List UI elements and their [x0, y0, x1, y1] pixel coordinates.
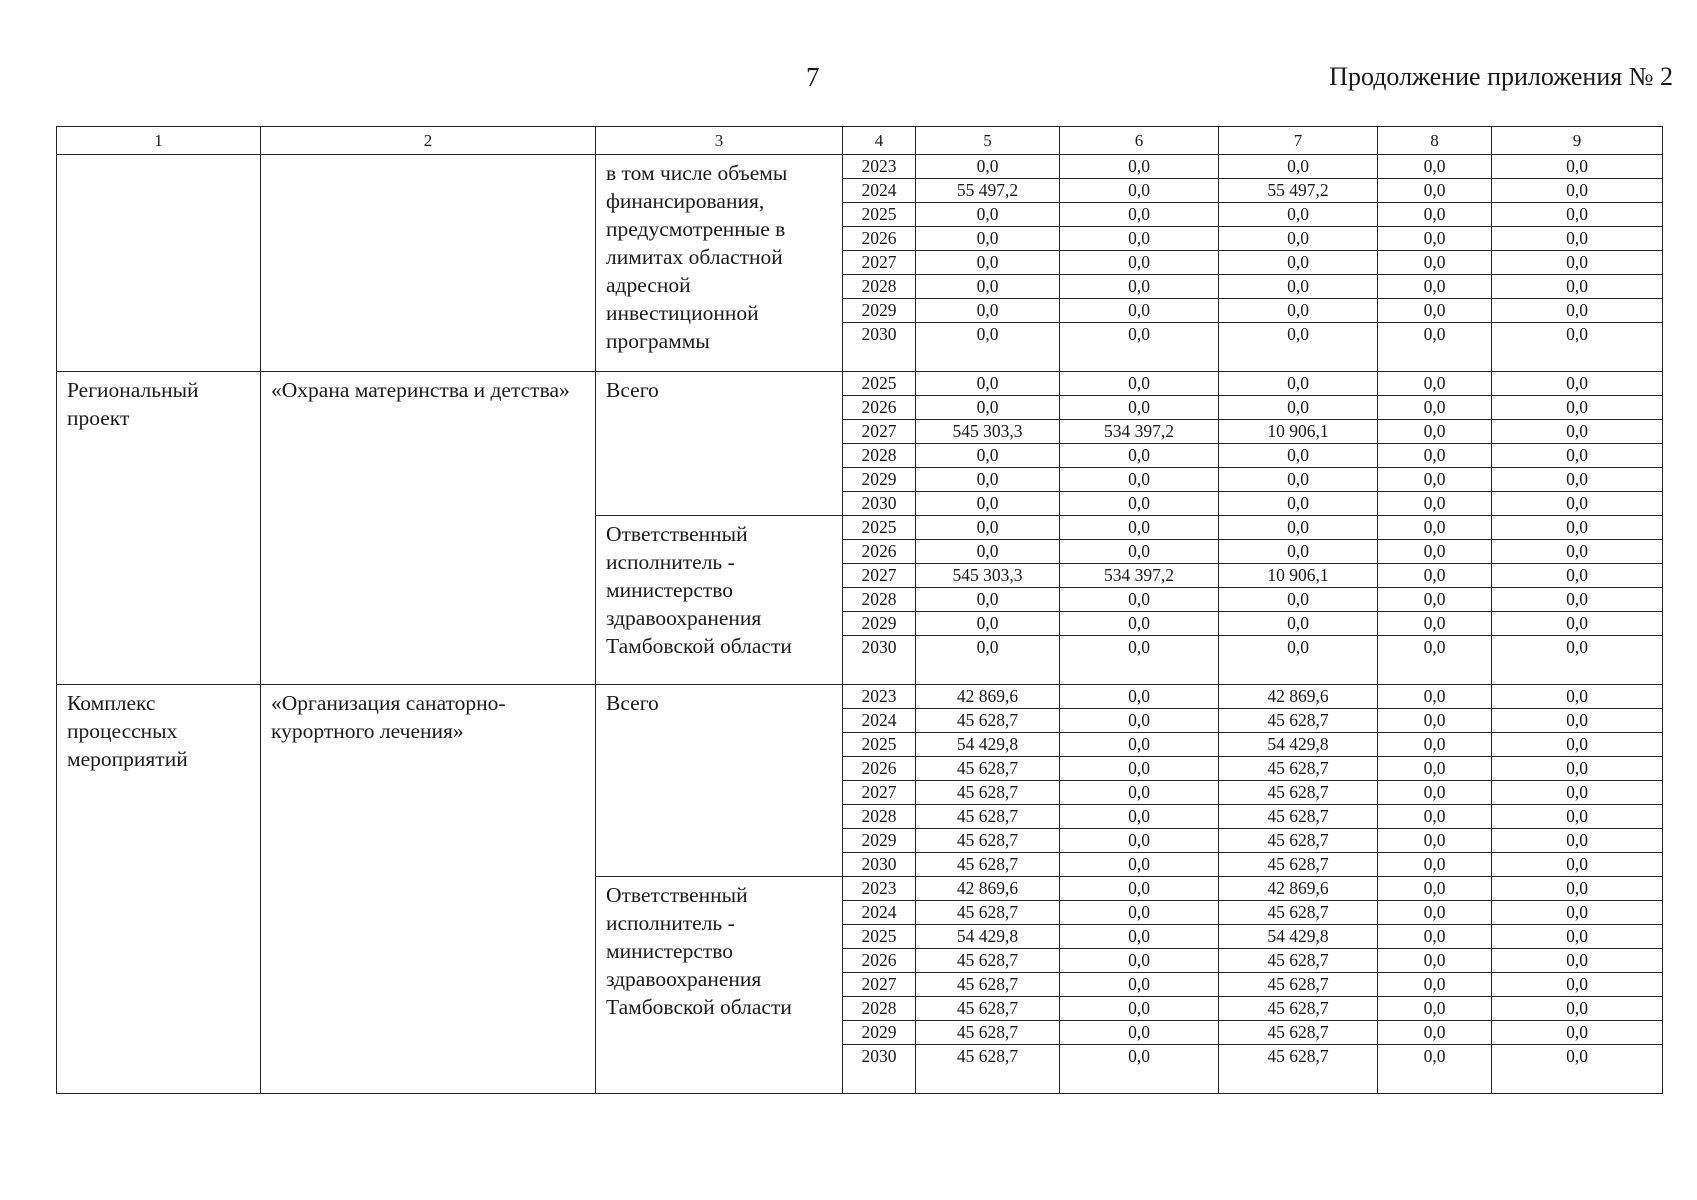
column-header-7: 7 — [1219, 127, 1378, 155]
amount-cell-col7: 0,0 — [1219, 275, 1378, 299]
amount-cell-col5: 54 429,8 — [916, 925, 1060, 949]
amount-cell-col5: 45 628,7 — [916, 1021, 1060, 1045]
amount-cell-col8: 0,0 — [1378, 1045, 1492, 1094]
column-header-4: 4 — [843, 127, 916, 155]
year-cell: 2025 — [843, 516, 916, 540]
amount-cell-col8: 0,0 — [1378, 997, 1492, 1021]
amount-cell-col9: 0,0 — [1492, 564, 1663, 588]
amount-cell-col9: 0,0 — [1492, 396, 1663, 420]
amount-cell-col6: 0,0 — [1060, 685, 1219, 709]
column-header-9: 9 — [1492, 127, 1663, 155]
amount-cell-col7: 45 628,7 — [1219, 949, 1378, 973]
amount-cell-col8: 0,0 — [1378, 251, 1492, 275]
year-cell: 2023 — [843, 877, 916, 901]
column-header-8: 8 — [1378, 127, 1492, 155]
amount-cell-col5: 0,0 — [916, 227, 1060, 251]
amount-cell-col7: 45 628,7 — [1219, 1021, 1378, 1045]
amount-cell-col6: 0,0 — [1060, 396, 1219, 420]
section-type-cell: Региональный проект — [57, 372, 261, 685]
amount-cell-col7: 0,0 — [1219, 299, 1378, 323]
amount-cell-col8: 0,0 — [1378, 877, 1492, 901]
amount-cell-col5: 45 628,7 — [916, 853, 1060, 877]
amount-cell-col5: 0,0 — [916, 516, 1060, 540]
amount-cell-col8: 0,0 — [1378, 299, 1492, 323]
funding-group-label: в том числе объемы финансирования, предусмотренные в лимитах областной адресной инвестиционной программы — [596, 155, 843, 372]
amount-cell-col7: 45 628,7 — [1219, 781, 1378, 805]
amount-cell-col7: 0,0 — [1219, 323, 1378, 372]
amount-cell-col7: 42 869,6 — [1219, 877, 1378, 901]
year-cell: 2025 — [843, 925, 916, 949]
amount-cell-col6: 0,0 — [1060, 372, 1219, 396]
year-cell: 2030 — [843, 1045, 916, 1094]
page-number: 7 — [806, 62, 820, 92]
amount-cell-col6: 0,0 — [1060, 275, 1219, 299]
amount-cell-col6: 0,0 — [1060, 179, 1219, 203]
amount-cell-col6: 0,0 — [1060, 901, 1219, 925]
amount-cell-col7: 0,0 — [1219, 251, 1378, 275]
amount-cell-col6: 0,0 — [1060, 733, 1219, 757]
year-cell: 2024 — [843, 901, 916, 925]
amount-cell-col5: 0,0 — [916, 540, 1060, 564]
amount-cell-col6: 0,0 — [1060, 299, 1219, 323]
year-cell: 2023 — [843, 155, 916, 179]
amount-cell-col7: 10 906,1 — [1219, 420, 1378, 444]
amount-cell-col6: 0,0 — [1060, 709, 1219, 733]
year-cell: 2029 — [843, 1021, 916, 1045]
year-cell: 2026 — [843, 396, 916, 420]
amount-cell-col8: 0,0 — [1378, 588, 1492, 612]
amount-cell-col6: 0,0 — [1060, 203, 1219, 227]
amount-cell-col7: 45 628,7 — [1219, 709, 1378, 733]
amount-cell-col6: 0,0 — [1060, 853, 1219, 877]
amount-cell-col8: 0,0 — [1378, 973, 1492, 997]
amount-cell-col7: 0,0 — [1219, 516, 1378, 540]
amount-cell-col5: 545 303,3 — [916, 564, 1060, 588]
amount-cell-col7: 0,0 — [1219, 588, 1378, 612]
amount-cell-col9: 0,0 — [1492, 492, 1663, 516]
amount-cell-col5: 42 869,6 — [916, 685, 1060, 709]
amount-cell-col6: 0,0 — [1060, 636, 1219, 685]
amount-cell-col9: 0,0 — [1492, 853, 1663, 877]
amount-cell-col6: 0,0 — [1060, 973, 1219, 997]
year-cell: 2026 — [843, 949, 916, 973]
amount-cell-col5: 42 869,6 — [916, 877, 1060, 901]
amount-cell-col6: 0,0 — [1060, 805, 1219, 829]
amount-cell-col7: 10 906,1 — [1219, 564, 1378, 588]
amount-cell-col8: 0,0 — [1378, 492, 1492, 516]
amount-cell-col8: 0,0 — [1378, 925, 1492, 949]
amount-cell-col6: 0,0 — [1060, 757, 1219, 781]
amount-cell-col7: 54 429,8 — [1219, 925, 1378, 949]
amount-cell-col8: 0,0 — [1378, 179, 1492, 203]
amount-cell-col8: 0,0 — [1378, 709, 1492, 733]
amount-cell-col5: 55 497,2 — [916, 179, 1060, 203]
amount-cell-col8: 0,0 — [1378, 396, 1492, 420]
amount-cell-col7: 0,0 — [1219, 372, 1378, 396]
amount-cell-col9: 0,0 — [1492, 733, 1663, 757]
amount-cell-col9: 0,0 — [1492, 612, 1663, 636]
year-cell: 2025 — [843, 733, 916, 757]
amount-cell-col6: 534 397,2 — [1060, 420, 1219, 444]
year-cell: 2028 — [843, 444, 916, 468]
funding-group-label: Ответственный исполнитель - министерство здравоохранения Тамбовской области — [596, 516, 843, 685]
amount-cell-col5: 0,0 — [916, 372, 1060, 396]
year-cell: 2025 — [843, 203, 916, 227]
amount-cell-col6: 0,0 — [1060, 251, 1219, 275]
amount-cell-col5: 0,0 — [916, 468, 1060, 492]
amount-cell-col5: 0,0 — [916, 588, 1060, 612]
year-cell: 2026 — [843, 540, 916, 564]
column-header-6: 6 — [1060, 127, 1219, 155]
amount-cell-col9: 0,0 — [1492, 925, 1663, 949]
column-header-2: 2 — [261, 127, 596, 155]
amount-cell-col7: 42 869,6 — [1219, 685, 1378, 709]
amount-cell-col5: 0,0 — [916, 612, 1060, 636]
amount-cell-col9: 0,0 — [1492, 636, 1663, 685]
amount-cell-col7: 0,0 — [1219, 636, 1378, 685]
amount-cell-col6: 0,0 — [1060, 540, 1219, 564]
section-type-cell — [57, 155, 261, 372]
section-name-cell — [261, 155, 596, 372]
funding-group-label: Всего — [596, 685, 843, 877]
amount-cell-col8: 0,0 — [1378, 636, 1492, 685]
year-cell: 2027 — [843, 973, 916, 997]
amount-cell-col6: 0,0 — [1060, 155, 1219, 179]
amount-cell-col5: 0,0 — [916, 323, 1060, 372]
amount-cell-col9: 0,0 — [1492, 444, 1663, 468]
amount-cell-col6: 0,0 — [1060, 227, 1219, 251]
year-cell: 2029 — [843, 468, 916, 492]
year-cell: 2029 — [843, 829, 916, 853]
year-cell: 2024 — [843, 179, 916, 203]
amount-cell-col7: 54 429,8 — [1219, 733, 1378, 757]
amount-cell-col8: 0,0 — [1378, 275, 1492, 299]
amount-cell-col6: 0,0 — [1060, 1021, 1219, 1045]
year-cell: 2027 — [843, 564, 916, 588]
amount-cell-col8: 0,0 — [1378, 949, 1492, 973]
amount-cell-col7: 0,0 — [1219, 468, 1378, 492]
amount-cell-col5: 0,0 — [916, 444, 1060, 468]
amount-cell-col9: 0,0 — [1492, 420, 1663, 444]
header-row — [57, 127, 1663, 155]
amount-cell-col9: 0,0 — [1492, 251, 1663, 275]
amount-cell-col7: 0,0 — [1219, 612, 1378, 636]
amount-cell-col7: 45 628,7 — [1219, 973, 1378, 997]
amount-cell-col7: 45 628,7 — [1219, 757, 1378, 781]
amount-cell-col5: 0,0 — [916, 251, 1060, 275]
amount-cell-col9: 0,0 — [1492, 901, 1663, 925]
amount-cell-col9: 0,0 — [1492, 709, 1663, 733]
amount-cell-col9: 0,0 — [1492, 829, 1663, 853]
amount-cell-col8: 0,0 — [1378, 444, 1492, 468]
amount-cell-col6: 0,0 — [1060, 492, 1219, 516]
amount-cell-col5: 45 628,7 — [916, 973, 1060, 997]
amount-cell-col9: 0,0 — [1492, 323, 1663, 372]
section-name-cell: «Организация санаторно-курортного лечения» — [261, 685, 596, 1094]
amount-cell-col8: 0,0 — [1378, 564, 1492, 588]
amount-cell-col9: 0,0 — [1492, 757, 1663, 781]
year-cell: 2027 — [843, 251, 916, 275]
funding-group-label: Всего — [596, 372, 843, 516]
amount-cell-col5: 0,0 — [916, 275, 1060, 299]
amount-cell-col7: 0,0 — [1219, 492, 1378, 516]
financing-table — [56, 126, 1663, 1094]
year-cell: 2025 — [843, 372, 916, 396]
amount-cell-col5: 0,0 — [916, 299, 1060, 323]
amount-cell-col8: 0,0 — [1378, 685, 1492, 709]
amount-cell-col5: 45 628,7 — [916, 997, 1060, 1021]
amount-cell-col7: 0,0 — [1219, 444, 1378, 468]
table-row — [57, 155, 1663, 179]
appendix-title: Продолжение приложения № 2 — [1329, 62, 1673, 91]
amount-cell-col8: 0,0 — [1378, 853, 1492, 877]
amount-cell-col8: 0,0 — [1378, 227, 1492, 251]
section-name-cell: «Охрана материнства и детства» — [261, 372, 596, 685]
amount-cell-col9: 0,0 — [1492, 155, 1663, 179]
table-header — [57, 127, 1663, 155]
amount-cell-col9: 0,0 — [1492, 588, 1663, 612]
amount-cell-col9: 0,0 — [1492, 275, 1663, 299]
amount-cell-col6: 534 397,2 — [1060, 564, 1219, 588]
amount-cell-col7: 0,0 — [1219, 203, 1378, 227]
amount-cell-col9: 0,0 — [1492, 227, 1663, 251]
amount-cell-col9: 0,0 — [1492, 299, 1663, 323]
amount-cell-col7: 55 497,2 — [1219, 179, 1378, 203]
table-body — [57, 155, 1663, 1094]
amount-cell-col9: 0,0 — [1492, 516, 1663, 540]
amount-cell-col9: 0,0 — [1492, 1021, 1663, 1045]
amount-cell-col9: 0,0 — [1492, 179, 1663, 203]
amount-cell-col5: 0,0 — [916, 636, 1060, 685]
amount-cell-col8: 0,0 — [1378, 757, 1492, 781]
year-cell: 2029 — [843, 612, 916, 636]
year-cell: 2028 — [843, 805, 916, 829]
year-cell: 2030 — [843, 853, 916, 877]
amount-cell-col6: 0,0 — [1060, 781, 1219, 805]
year-cell: 2027 — [843, 781, 916, 805]
column-header-3: 3 — [596, 127, 843, 155]
amount-cell-col5: 45 628,7 — [916, 1045, 1060, 1094]
table-row — [57, 685, 1663, 709]
year-cell: 2024 — [843, 709, 916, 733]
amount-cell-col8: 0,0 — [1378, 901, 1492, 925]
year-cell: 2026 — [843, 227, 916, 251]
funding-group-label: Ответственный исполнитель - министерство здравоохранения Тамбовской области — [596, 877, 843, 1094]
amount-cell-col8: 0,0 — [1378, 420, 1492, 444]
amount-cell-col6: 0,0 — [1060, 444, 1219, 468]
amount-cell-col9: 0,0 — [1492, 540, 1663, 564]
amount-cell-col5: 0,0 — [916, 155, 1060, 179]
column-header-5: 5 — [916, 127, 1060, 155]
amount-cell-col8: 0,0 — [1378, 829, 1492, 853]
amount-cell-col5: 54 429,8 — [916, 733, 1060, 757]
amount-cell-col9: 0,0 — [1492, 997, 1663, 1021]
amount-cell-col8: 0,0 — [1378, 516, 1492, 540]
amount-cell-col6: 0,0 — [1060, 877, 1219, 901]
amount-cell-col9: 0,0 — [1492, 1045, 1663, 1094]
amount-cell-col9: 0,0 — [1492, 805, 1663, 829]
amount-cell-col6: 0,0 — [1060, 949, 1219, 973]
amount-cell-col6: 0,0 — [1060, 468, 1219, 492]
amount-cell-col5: 545 303,3 — [916, 420, 1060, 444]
amount-cell-col8: 0,0 — [1378, 468, 1492, 492]
amount-cell-col8: 0,0 — [1378, 612, 1492, 636]
amount-cell-col6: 0,0 — [1060, 516, 1219, 540]
year-cell: 2027 — [843, 420, 916, 444]
table-row — [57, 372, 1663, 396]
amount-cell-col8: 0,0 — [1378, 540, 1492, 564]
year-cell: 2028 — [843, 588, 916, 612]
year-cell: 2029 — [843, 299, 916, 323]
amount-cell-col6: 0,0 — [1060, 925, 1219, 949]
amount-cell-col7: 45 628,7 — [1219, 901, 1378, 925]
amount-cell-col5: 45 628,7 — [916, 901, 1060, 925]
amount-cell-col8: 0,0 — [1378, 733, 1492, 757]
amount-cell-col6: 0,0 — [1060, 323, 1219, 372]
year-cell: 2023 — [843, 685, 916, 709]
section-type-cell: Комплекс процессных мероприятий — [57, 685, 261, 1094]
amount-cell-col7: 0,0 — [1219, 155, 1378, 179]
amount-cell-col7: 45 628,7 — [1219, 1045, 1378, 1094]
amount-cell-col7: 0,0 — [1219, 540, 1378, 564]
amount-cell-col8: 0,0 — [1378, 203, 1492, 227]
amount-cell-col9: 0,0 — [1492, 781, 1663, 805]
amount-cell-col9: 0,0 — [1492, 372, 1663, 396]
year-cell: 2030 — [843, 323, 916, 372]
amount-cell-col6: 0,0 — [1060, 588, 1219, 612]
amount-cell-col8: 0,0 — [1378, 805, 1492, 829]
amount-cell-col6: 0,0 — [1060, 612, 1219, 636]
amount-cell-col5: 45 628,7 — [916, 709, 1060, 733]
amount-cell-col5: 0,0 — [916, 492, 1060, 516]
amount-cell-col6: 0,0 — [1060, 1045, 1219, 1094]
year-cell: 2028 — [843, 275, 916, 299]
amount-cell-col5: 45 628,7 — [916, 805, 1060, 829]
amount-cell-col8: 0,0 — [1378, 372, 1492, 396]
amount-cell-col8: 0,0 — [1378, 155, 1492, 179]
amount-cell-col8: 0,0 — [1378, 323, 1492, 372]
amount-cell-col7: 45 628,7 — [1219, 829, 1378, 853]
year-cell: 2026 — [843, 757, 916, 781]
year-cell: 2030 — [843, 492, 916, 516]
amount-cell-col6: 0,0 — [1060, 829, 1219, 853]
amount-cell-col7: 45 628,7 — [1219, 997, 1378, 1021]
amount-cell-col5: 0,0 — [916, 203, 1060, 227]
amount-cell-col8: 0,0 — [1378, 1021, 1492, 1045]
amount-cell-col6: 0,0 — [1060, 997, 1219, 1021]
amount-cell-col9: 0,0 — [1492, 468, 1663, 492]
amount-cell-col9: 0,0 — [1492, 203, 1663, 227]
amount-cell-col9: 0,0 — [1492, 973, 1663, 997]
amount-cell-col5: 45 628,7 — [916, 757, 1060, 781]
amount-cell-col5: 45 628,7 — [916, 829, 1060, 853]
amount-cell-col9: 0,0 — [1492, 949, 1663, 973]
amount-cell-col5: 0,0 — [916, 396, 1060, 420]
amount-cell-col7: 45 628,7 — [1219, 805, 1378, 829]
amount-cell-col7: 0,0 — [1219, 396, 1378, 420]
amount-cell-col5: 45 628,7 — [916, 949, 1060, 973]
amount-cell-col5: 45 628,7 — [916, 781, 1060, 805]
amount-cell-col7: 0,0 — [1219, 227, 1378, 251]
year-cell: 2030 — [843, 636, 916, 685]
amount-cell-col9: 0,0 — [1492, 877, 1663, 901]
amount-cell-col8: 0,0 — [1378, 781, 1492, 805]
column-header-1: 1 — [57, 127, 261, 155]
amount-cell-col9: 0,0 — [1492, 685, 1663, 709]
amount-cell-col7: 45 628,7 — [1219, 853, 1378, 877]
year-cell: 2028 — [843, 997, 916, 1021]
